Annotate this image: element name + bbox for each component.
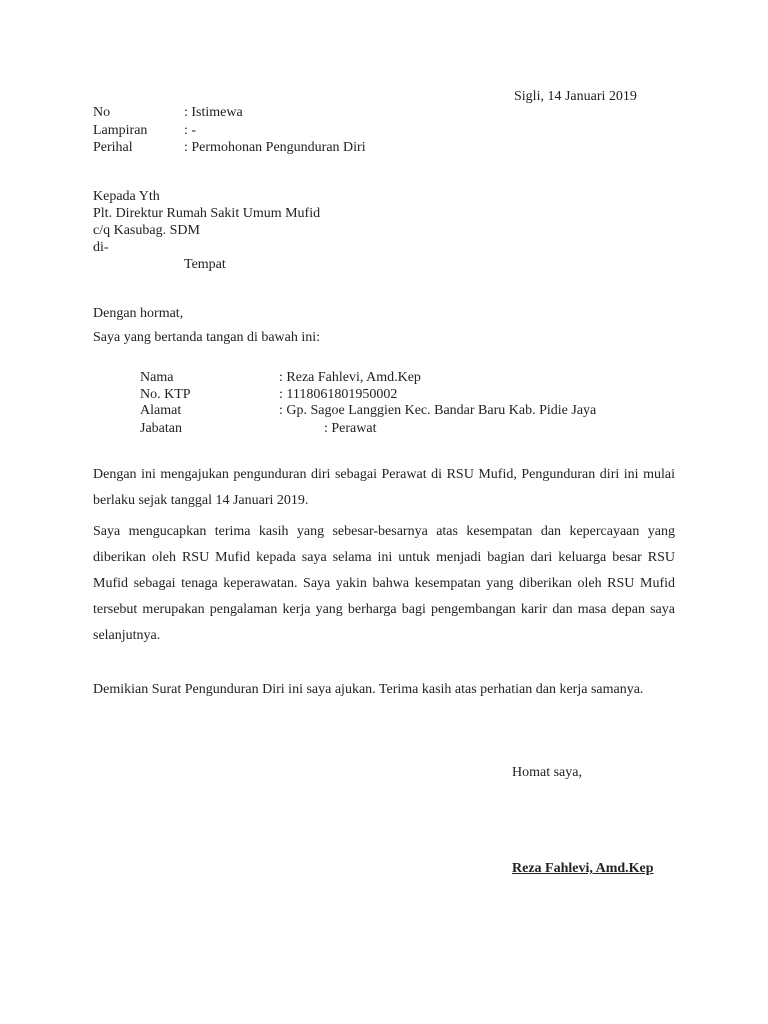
- meta-label-lampiran: Lampiran: [93, 123, 148, 138]
- intro-text: Saya yang bertanda tangan di bawah ini:: [93, 330, 321, 345]
- body-paragraph-3: Demikian Surat Pengunduran Diri ini saya ajukan. Terima kasih atas perhatian dan kerja samanya.: [93, 682, 644, 697]
- identity-value-alamat: : Gp. Sagoe Langgien Kec. Bandar Baru Kab. Pidie Jaya: [279, 403, 597, 418]
- closing-greeting: Homat saya,: [512, 765, 582, 780]
- signer-name: Reza Fahlevi, Amd.Kep: [512, 861, 654, 876]
- identity-value-ktp: : 1118061801950002: [279, 387, 398, 402]
- meta-value-lampiran: : -: [184, 123, 197, 138]
- identity-label-jabatan: Jabatan: [140, 421, 182, 436]
- meta-value-perihal: : Permohonan Pengunduran Diri: [184, 140, 366, 155]
- meta-label-no: No: [93, 105, 111, 120]
- recipient-line-1: Kepada Yth: [93, 189, 160, 204]
- recipient-line-4: di-: [93, 240, 109, 255]
- body-paragraph-1: Dengan ini mengajukan pengunduran diri sebagai Perawat di RSU Mufid, Pengunduran diri ini mulai berlaku sejak tanggal 14 Januari 2019.: [93, 467, 675, 508]
- identity-label-ktp: No. KTP: [140, 387, 191, 402]
- meta-label-perihal: Perihal: [93, 140, 133, 155]
- recipient-line-2: Plt. Direktur Rumah Sakit Umum Mufid: [93, 206, 321, 221]
- identity-label-nama: Nama: [140, 370, 174, 385]
- recipient-line-3: c/q Kasubag. SDM: [93, 223, 200, 238]
- identity-value-nama: : Reza Fahlevi, Amd.Kep: [279, 370, 421, 385]
- salutation: Dengan hormat,: [93, 306, 184, 321]
- identity-value-jabatan: : Perawat: [324, 421, 377, 436]
- meta-value-no: : Istimewa: [184, 105, 243, 120]
- letter-date: Sigli, 14 Januari 2019: [514, 89, 637, 104]
- body-paragraph-2: Saya mengucapkan terima kasih yang sebesar-besarnya atas kesempatan dan kepercayaan yang diberikan oleh RSU Mufid kepada saya selama ini untuk menjadi bagian dari keluarga besar RSU Mufid sebagai tenaga keperawatan. Saya yakin bahwa kesempatan yang diberikan oleh RSU Mufid tersebut merupakan pengalaman kerja yang berharga bagi pengembangan karir dan masa depan saya selanjutnya.: [93, 524, 675, 643]
- recipient-line-5: Tempat: [184, 257, 226, 272]
- identity-label-alamat: Alamat: [140, 403, 182, 418]
